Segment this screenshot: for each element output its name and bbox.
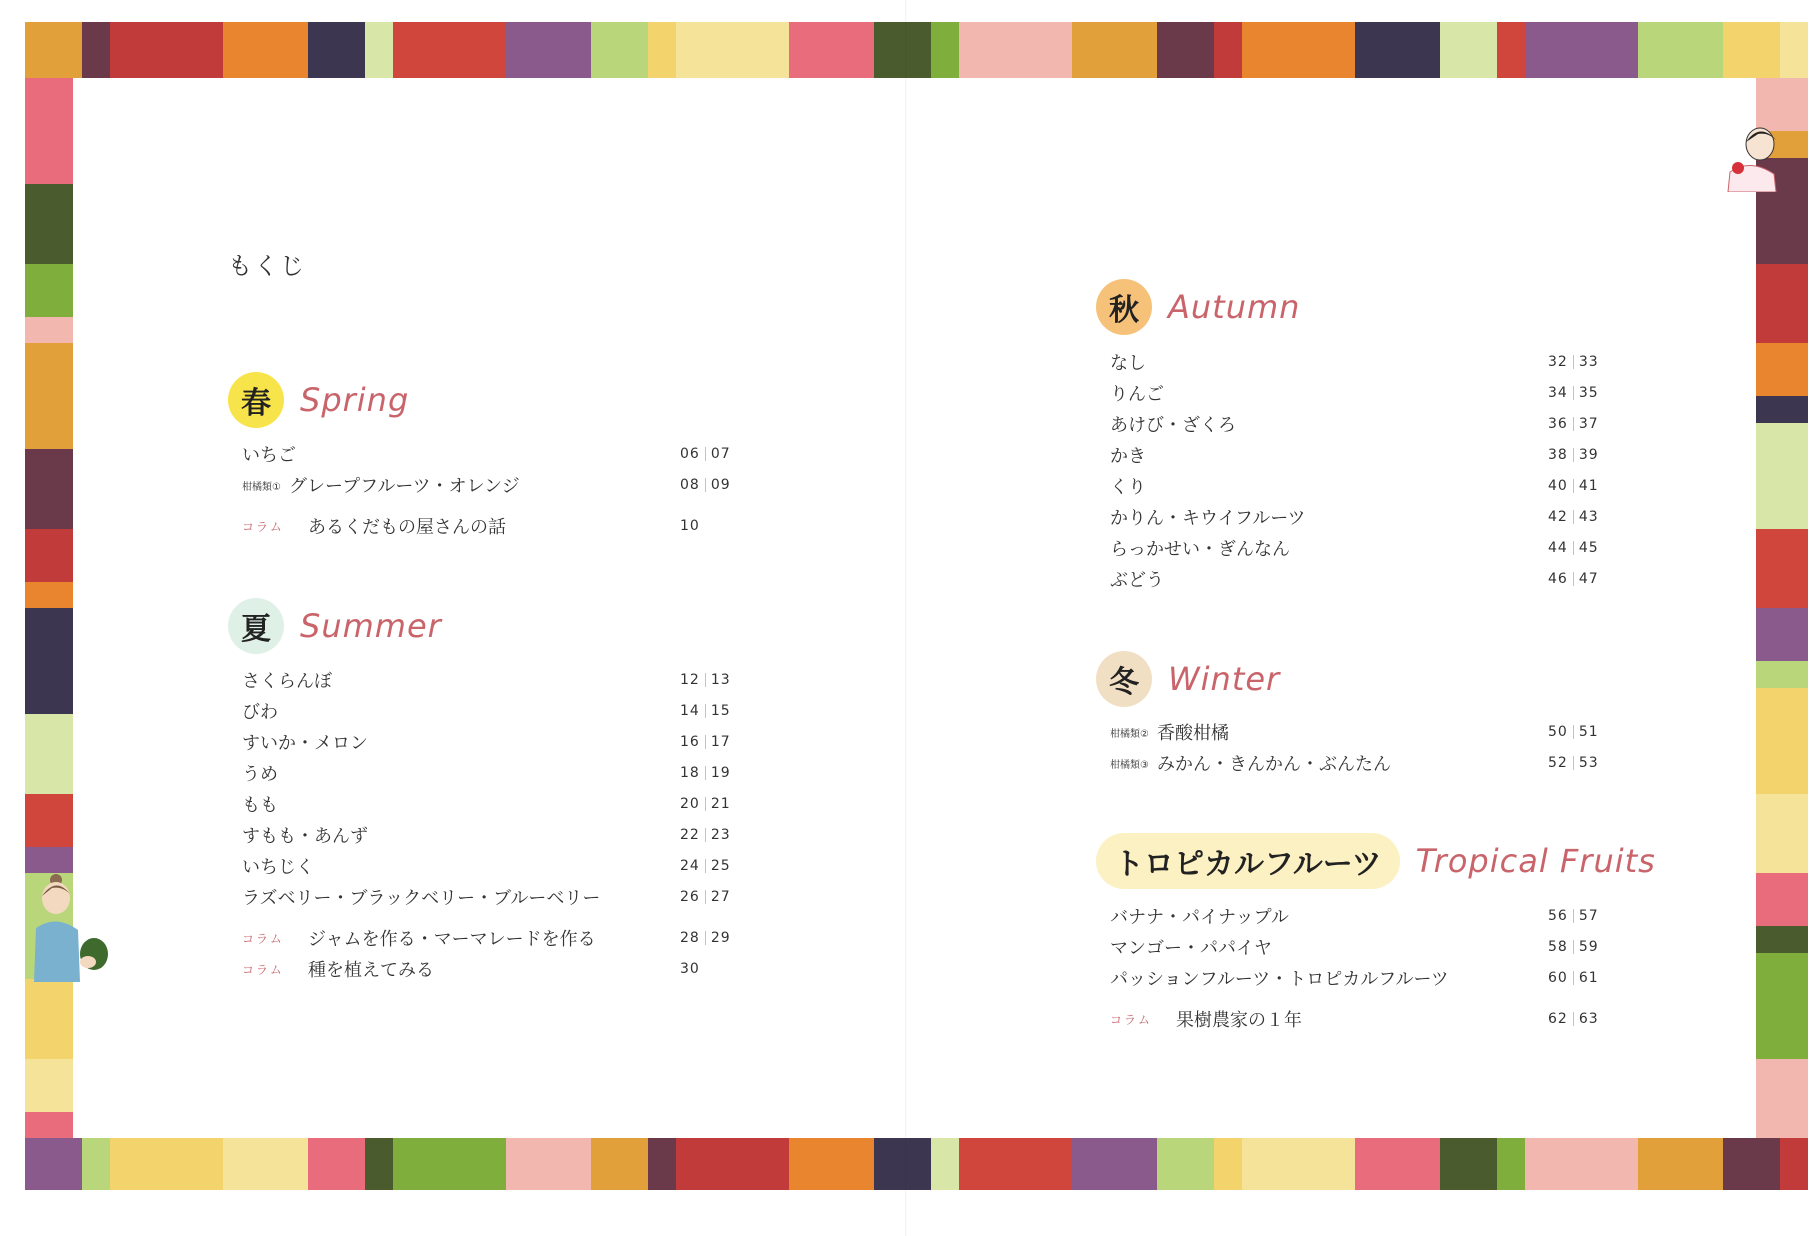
fruit-illustration — [1638, 22, 1723, 78]
fruit-illustration — [1780, 22, 1808, 78]
page-separator — [1573, 355, 1574, 369]
page-end: 23 — [710, 827, 731, 843]
page-end: 21 — [710, 796, 731, 812]
entry-title: さくらんぼ — [242, 671, 332, 692]
page-title: もくじ — [228, 252, 306, 280]
fruit-illustration — [223, 1138, 308, 1190]
fruit-illustration — [1756, 688, 1808, 794]
entry-title: みかん・きんかん・ぶんたん — [1156, 754, 1391, 775]
entry-pages — [680, 698, 731, 724]
page-start: 08 — [680, 477, 700, 493]
fruit-illustration — [874, 1138, 931, 1190]
page-start: 38 — [1548, 447, 1568, 463]
entry-title: 種を植えてみる — [308, 960, 434, 981]
entry-title: いちご — [242, 445, 296, 466]
fruit-illustration — [1723, 1138, 1780, 1190]
entry-title: ラズベリー・ブラックベリー・ブルーベリー — [242, 888, 601, 909]
toc-column-entry[interactable] — [1110, 1006, 1302, 1032]
entry-pages — [1548, 903, 1599, 929]
entry-pages — [1548, 750, 1599, 776]
toc-entry[interactable] — [1110, 473, 1146, 499]
entry-title: なし — [1110, 353, 1146, 374]
fruit-illustration — [1355, 22, 1440, 78]
page-start: 62 — [1548, 1011, 1568, 1027]
entry-pages — [680, 760, 731, 786]
entry-pages — [1548, 719, 1599, 745]
page-end: 29 — [710, 930, 731, 946]
page-end: 57 — [1578, 908, 1599, 924]
fruit-illustration — [1638, 1138, 1723, 1190]
page-end: 17 — [710, 734, 731, 750]
fruit-illustration — [1525, 22, 1638, 78]
fruit-illustration — [789, 1138, 874, 1190]
fruit-illustration — [1214, 22, 1242, 78]
toc-entry[interactable] — [1110, 719, 1229, 745]
fruit-illustration — [110, 1138, 223, 1190]
girl-with-avocado-illustration — [22, 858, 114, 988]
fruit-illustration — [591, 22, 648, 78]
page-end: 27 — [710, 889, 731, 905]
entry-title: あけび・ざくろ — [1110, 415, 1236, 436]
fruit-illustration — [25, 529, 73, 582]
page-end: 37 — [1578, 416, 1599, 432]
fruit-illustration — [308, 22, 365, 78]
page-end: 13 — [710, 672, 731, 688]
toc-entry[interactable] — [1110, 442, 1146, 468]
fruit-illustration — [1756, 396, 1808, 423]
fruit-illustration — [393, 1138, 506, 1190]
fruit-illustration — [1756, 926, 1808, 953]
fruit-illustration — [1756, 608, 1808, 661]
toc-entry[interactable] — [242, 760, 278, 786]
entry-pages — [680, 441, 731, 467]
toc-entry[interactable] — [1110, 566, 1164, 592]
entry-pages — [1548, 473, 1599, 499]
page-end: 09 — [710, 477, 731, 493]
entry-pages — [1548, 349, 1599, 375]
fruit-illustration — [1157, 1138, 1214, 1190]
fruit-illustration — [1072, 22, 1157, 78]
page-separator — [1573, 417, 1574, 431]
fruit-illustration — [1723, 22, 1780, 78]
entry-prefix: 柑橘類② — [1110, 728, 1149, 740]
section-header-tropical — [1096, 833, 1656, 889]
entry-title: かき — [1110, 446, 1146, 467]
entry-pages — [1548, 965, 1599, 991]
fruit-illustration — [1756, 529, 1808, 609]
page-end: 35 — [1578, 385, 1599, 401]
page-separator — [1573, 448, 1574, 462]
entry-title: グレープフルーツ・オレンジ — [288, 476, 520, 497]
fruit-illustration — [25, 449, 73, 529]
winter-badge: 冬 — [1096, 651, 1152, 707]
entry-pages — [680, 884, 731, 910]
toc-entry[interactable] — [242, 698, 278, 724]
page-separator — [705, 766, 706, 780]
summer-english-label: Summer — [300, 607, 442, 645]
fruit-illustration — [1242, 1138, 1355, 1190]
fruit-illustration — [931, 22, 959, 78]
toc-entry[interactable] — [242, 667, 332, 693]
tropical-english-label: Tropical Fruits — [1415, 842, 1656, 880]
entry-pages — [680, 667, 731, 693]
toc-entry[interactable] — [1110, 504, 1305, 530]
page-start: 06 — [680, 446, 700, 462]
girl-eating-strawberry-illustration — [1722, 122, 1782, 192]
section-header-autumn — [1096, 279, 1300, 335]
fruit-border-bottom — [25, 1138, 1808, 1190]
entry-title: 香酸柑橘 — [1156, 723, 1229, 744]
page-start: 58 — [1548, 939, 1568, 955]
page-separator — [705, 828, 706, 842]
fruit-illustration — [931, 1138, 959, 1190]
entry-title: バナナ・パイナップル — [1110, 907, 1289, 928]
entry-pages — [1548, 934, 1599, 960]
winter-english-label: Winter — [1168, 660, 1281, 698]
page-end: 07 — [710, 446, 731, 462]
spring-badge: 春 — [228, 372, 284, 428]
page-bottom-margin — [0, 1190, 1816, 1236]
entry-title: いちじく — [242, 857, 314, 878]
page-separator — [705, 704, 706, 718]
page-start: 40 — [1548, 478, 1568, 494]
entry-title: うめ — [242, 764, 278, 785]
entry-title: りんご — [1110, 384, 1164, 405]
fruit-illustration — [1072, 1138, 1157, 1190]
fruit-illustration — [25, 608, 73, 714]
page-end: 59 — [1578, 939, 1599, 955]
page-start: 24 — [680, 858, 700, 874]
page-end: 43 — [1578, 509, 1599, 525]
fruit-illustration — [25, 582, 73, 609]
page-start: 14 — [680, 703, 700, 719]
entry-pages — [1548, 535, 1599, 561]
fruit-illustration — [1756, 423, 1808, 529]
page-separator — [1573, 725, 1574, 739]
entry-title: マンゴー・パパイヤ — [1110, 938, 1272, 959]
page-separator — [705, 859, 706, 873]
toc-entry[interactable] — [1110, 380, 1164, 406]
entry-title: あるくだもの屋さんの話 — [308, 517, 506, 538]
toc-entry[interactable] — [1110, 965, 1449, 991]
page-separator — [705, 931, 706, 945]
page-separator — [1573, 909, 1574, 923]
entry-pages — [680, 513, 700, 539]
toc-entry[interactable] — [242, 853, 314, 879]
fruit-illustration — [1756, 953, 1808, 1059]
page-end: 53 — [1578, 755, 1599, 771]
page-start: 30 — [680, 961, 700, 977]
fruit-illustration — [1214, 1138, 1242, 1190]
fruit-illustration — [1756, 343, 1808, 396]
fruit-illustration — [25, 264, 73, 317]
page-end: 39 — [1578, 447, 1599, 463]
fruit-illustration — [789, 22, 874, 78]
page-separator — [1573, 572, 1574, 586]
page-start: 28 — [680, 930, 700, 946]
page-start: 26 — [680, 889, 700, 905]
tropical-pill: トロピカルフルーツ — [1096, 833, 1400, 889]
entry-pages — [680, 956, 700, 982]
fruit-illustration — [676, 22, 789, 78]
toc-entry[interactable] — [242, 884, 600, 910]
fruit-illustration — [1780, 1138, 1808, 1190]
toc-entry[interactable] — [242, 729, 368, 755]
fruit-illustration — [591, 1138, 648, 1190]
entry-title: かりん・キウイフルーツ — [1110, 508, 1306, 529]
entry-title: びわ — [242, 702, 278, 723]
fruit-border-right — [1756, 78, 1808, 1138]
page-separator — [705, 478, 706, 492]
page-separator — [1573, 756, 1574, 770]
fruit-illustration — [25, 1138, 82, 1190]
page-separator — [705, 890, 706, 904]
page-separator — [705, 735, 706, 749]
entry-pages — [1548, 411, 1599, 437]
entry-pages — [680, 472, 731, 498]
page-start: 22 — [680, 827, 700, 843]
spring-english-label: Spring — [300, 381, 410, 419]
fruit-illustration — [25, 794, 73, 847]
page-end: 63 — [1578, 1011, 1599, 1027]
page-end: 45 — [1578, 540, 1599, 556]
fruit-illustration — [1440, 1138, 1497, 1190]
page-separator — [1573, 479, 1574, 493]
page-end: 15 — [710, 703, 731, 719]
page-start: 10 — [680, 518, 700, 534]
column-tag: コラム — [242, 931, 284, 946]
page-start: 50 — [1548, 724, 1568, 740]
page-start: 46 — [1548, 571, 1568, 587]
page-end: 19 — [710, 765, 731, 781]
section-header-spring — [228, 372, 409, 428]
page-start: 42 — [1548, 509, 1568, 525]
fruit-border-top — [25, 22, 1808, 78]
fruit-illustration — [1242, 22, 1355, 78]
fruit-illustration — [1355, 1138, 1440, 1190]
entry-pages — [1548, 380, 1599, 406]
fruit-illustration — [1497, 1138, 1525, 1190]
fruit-illustration — [25, 184, 73, 264]
entry-pages — [1548, 442, 1599, 468]
section-header-summer — [228, 598, 442, 654]
entry-pages — [1548, 1006, 1599, 1032]
toc-entry[interactable] — [242, 791, 278, 817]
entry-title: すいか・メロン — [242, 733, 368, 754]
fruit-illustration — [676, 1138, 789, 1190]
fruit-illustration — [393, 22, 506, 78]
toc-entry[interactable] — [242, 822, 368, 848]
column-tag: コラム — [242, 962, 284, 977]
page-start: 52 — [1548, 755, 1568, 771]
page-separator — [1573, 1012, 1574, 1026]
fruit-illustration — [506, 1138, 591, 1190]
fruit-illustration — [223, 22, 308, 78]
page-separator — [1573, 940, 1574, 954]
page-start: 18 — [680, 765, 700, 781]
entry-pages — [680, 853, 731, 879]
page-separator — [1573, 386, 1574, 400]
fruit-illustration — [25, 22, 82, 78]
fruit-illustration — [1756, 264, 1808, 344]
column-tag: コラム — [242, 519, 284, 534]
entry-prefix: 柑橘類① — [242, 481, 281, 493]
fruit-illustration — [25, 1112, 73, 1139]
toc-column-entry[interactable] — [242, 513, 506, 539]
toc-entry[interactable] — [1110, 535, 1290, 561]
fruit-illustration — [1756, 873, 1808, 926]
entry-title: パッションフルーツ・トロピカルフルーツ — [1110, 969, 1449, 990]
summer-badge: 夏 — [228, 598, 284, 654]
entry-pages — [680, 791, 731, 817]
page-separator — [1573, 541, 1574, 555]
fruit-illustration — [25, 78, 73, 184]
toc-entry[interactable] — [242, 472, 520, 498]
fruit-illustration — [82, 1138, 110, 1190]
entry-title: くり — [1110, 477, 1146, 498]
page-start: 20 — [680, 796, 700, 812]
page-end: 33 — [1578, 354, 1599, 370]
fruit-illustration — [648, 1138, 676, 1190]
page-separator — [705, 673, 706, 687]
fruit-illustration — [82, 22, 110, 78]
entry-prefix: 柑橘類③ — [1110, 759, 1149, 771]
entry-pages — [1548, 566, 1599, 592]
toc-entry[interactable] — [1110, 934, 1272, 960]
fruit-illustration — [506, 22, 591, 78]
entry-title: ぶどう — [1110, 570, 1164, 591]
entry-pages — [680, 925, 731, 951]
toc-column-entry[interactable] — [242, 925, 596, 951]
autumn-badge: 秋 — [1096, 279, 1152, 335]
page-separator — [705, 797, 706, 811]
fruit-illustration — [25, 714, 73, 794]
page-start: 36 — [1548, 416, 1568, 432]
fruit-illustration — [308, 1138, 365, 1190]
page-start: 44 — [1548, 540, 1568, 556]
fruit-illustration — [874, 22, 931, 78]
page-start: 32 — [1548, 354, 1568, 370]
entry-title: ジャムを作る・マーマレードを作る — [308, 929, 596, 950]
fruit-illustration — [365, 1138, 393, 1190]
fruit-illustration — [1157, 22, 1214, 78]
fruit-illustration — [25, 317, 73, 344]
toc-entry[interactable] — [1110, 349, 1146, 375]
entry-pages — [680, 729, 731, 755]
page-end: 41 — [1578, 478, 1599, 494]
fruit-illustration — [25, 343, 73, 449]
fruit-illustration — [959, 1138, 1072, 1190]
fruit-illustration — [25, 1059, 73, 1112]
page-end: 25 — [710, 858, 731, 874]
fruit-illustration — [1756, 794, 1808, 874]
entry-pages — [1548, 504, 1599, 530]
page-start: 60 — [1548, 970, 1568, 986]
page-end: 47 — [1578, 571, 1599, 587]
page-separator — [705, 447, 706, 461]
page-end: 51 — [1578, 724, 1599, 740]
book-gutter — [905, 0, 907, 1236]
fruit-illustration — [1756, 1059, 1808, 1139]
entry-pages — [680, 822, 731, 848]
entry-title: すもも・あんず — [242, 826, 368, 847]
toc-entry[interactable] — [1110, 411, 1236, 437]
autumn-english-label: Autumn — [1168, 288, 1301, 326]
fruit-illustration — [1756, 661, 1808, 688]
toc-entry[interactable] — [1110, 903, 1289, 929]
column-tag: コラム — [1110, 1012, 1152, 1027]
entry-title: らっかせい・ぎんなん — [1110, 539, 1290, 560]
page-start: 12 — [680, 672, 700, 688]
toc-entry[interactable] — [1110, 750, 1391, 776]
page-separator — [1573, 971, 1574, 985]
page-start: 56 — [1548, 908, 1568, 924]
toc-column-entry[interactable] — [242, 956, 434, 982]
entry-title: もも — [242, 795, 278, 816]
fruit-illustration — [959, 22, 1072, 78]
entry-title: 果樹農家の１年 — [1176, 1010, 1302, 1031]
fruit-illustration — [1440, 22, 1497, 78]
section-header-winter — [1096, 651, 1280, 707]
fruit-illustration — [365, 22, 393, 78]
page-start: 16 — [680, 734, 700, 750]
page-end: 61 — [1578, 970, 1599, 986]
page-start: 34 — [1548, 385, 1568, 401]
page-separator — [1573, 510, 1574, 524]
fruit-illustration — [1497, 22, 1525, 78]
fruit-illustration — [648, 22, 676, 78]
fruit-illustration — [25, 979, 73, 1059]
toc-entry[interactable] — [242, 441, 296, 467]
fruit-illustration — [110, 22, 223, 78]
fruit-illustration — [1525, 1138, 1638, 1190]
